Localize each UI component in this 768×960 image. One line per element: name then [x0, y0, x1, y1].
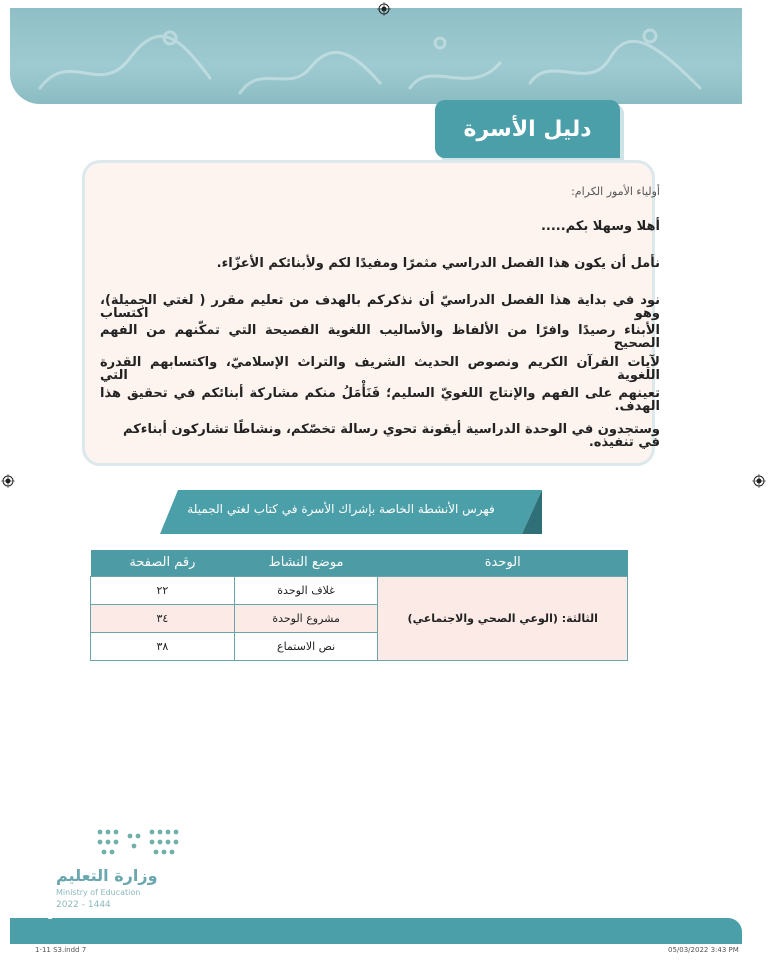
activity-index-banner	[160, 486, 542, 538]
ministry-name-arabic: وزارة التعليم	[56, 866, 158, 885]
ministry-emblem-icon	[94, 826, 184, 860]
bottom-band	[10, 918, 742, 944]
timestamp: 05/03/2022 3:43 PM	[668, 946, 739, 954]
salutation: أولياء الأمور الكرام:	[571, 185, 660, 198]
page-cell: ٣٨	[91, 632, 235, 660]
header-unit: الوحدة	[378, 550, 628, 576]
index-title: فهرس الأنشطة الخاصة بإشراك الأسرة في كتاب لغتي الجميلة	[187, 502, 495, 516]
place-cell: مشروع الوحدة	[234, 604, 378, 632]
unit-cell: الثالثة: (الوعي الصحي والاجتماعي)	[378, 576, 628, 660]
body-line: نود في بداية هذا الفصل الدراسيّ أن نذكركم بالهدف من تعليم مقرر ( لغتي الجميلة)، وهو اكتساب	[100, 293, 660, 321]
header-page: رقم الصفحة	[91, 550, 235, 576]
registration-mark-icon	[1, 473, 15, 487]
registration-mark-icon	[377, 1, 391, 15]
body-line: تعينهم على الفهم والإنتاج اللغويّ السليم؛ فَنَأْمَلُ منكم مشاركة أبنائكم في تحقيق هذا الهدف.	[100, 386, 660, 414]
table-row	[91, 576, 628, 604]
file-name: 1-11 S3.indd 7	[35, 946, 87, 954]
ministry-name-english: Ministry of Education	[56, 888, 141, 897]
welcome-line: أهلا وسهلا بكم.....	[540, 219, 660, 234]
calligraphy-pattern	[10, 8, 742, 104]
page-cell: ٣٤	[91, 604, 235, 632]
closing-line: وستجدون في الوحدة الدراسية أيقونة تحوي رسالة تخصّكم، ونشاطًا تشاركون أبناءكم في تنفيذه.	[123, 422, 660, 450]
body-line: لآيات القرآن الكريم ونصوص الحديث الشريف والتراث الإسلاميّ، واكتسابهم القدرة اللغوية التي	[100, 355, 660, 383]
edition-year: 2022 - 1444	[56, 900, 111, 910]
ministry-logo	[50, 826, 190, 916]
page-number: ٧	[44, 900, 57, 924]
page-title: دليل الأسرة	[435, 100, 620, 158]
place-cell: نص الاستماع	[234, 632, 378, 660]
header-place: موضع النشاط	[234, 550, 378, 576]
body-line: الأبناء رصيدًا وافرًا من الألفاظ والأساليب اللغوية الفصيحة التي تمكّنهم من الفهم الصحيح	[100, 323, 660, 351]
place-cell: غلاف الوحدة	[234, 576, 378, 604]
top-banner	[10, 8, 742, 104]
activity-table	[90, 550, 628, 661]
registration-mark-icon	[752, 473, 766, 487]
wish-line: نأمل أن يكون هذا الفصل الدراسي مثمرًا ومفيدًا لكم ولأبنائكم الأعزّاء.	[216, 256, 660, 271]
page-cell: ٢٢	[91, 576, 235, 604]
